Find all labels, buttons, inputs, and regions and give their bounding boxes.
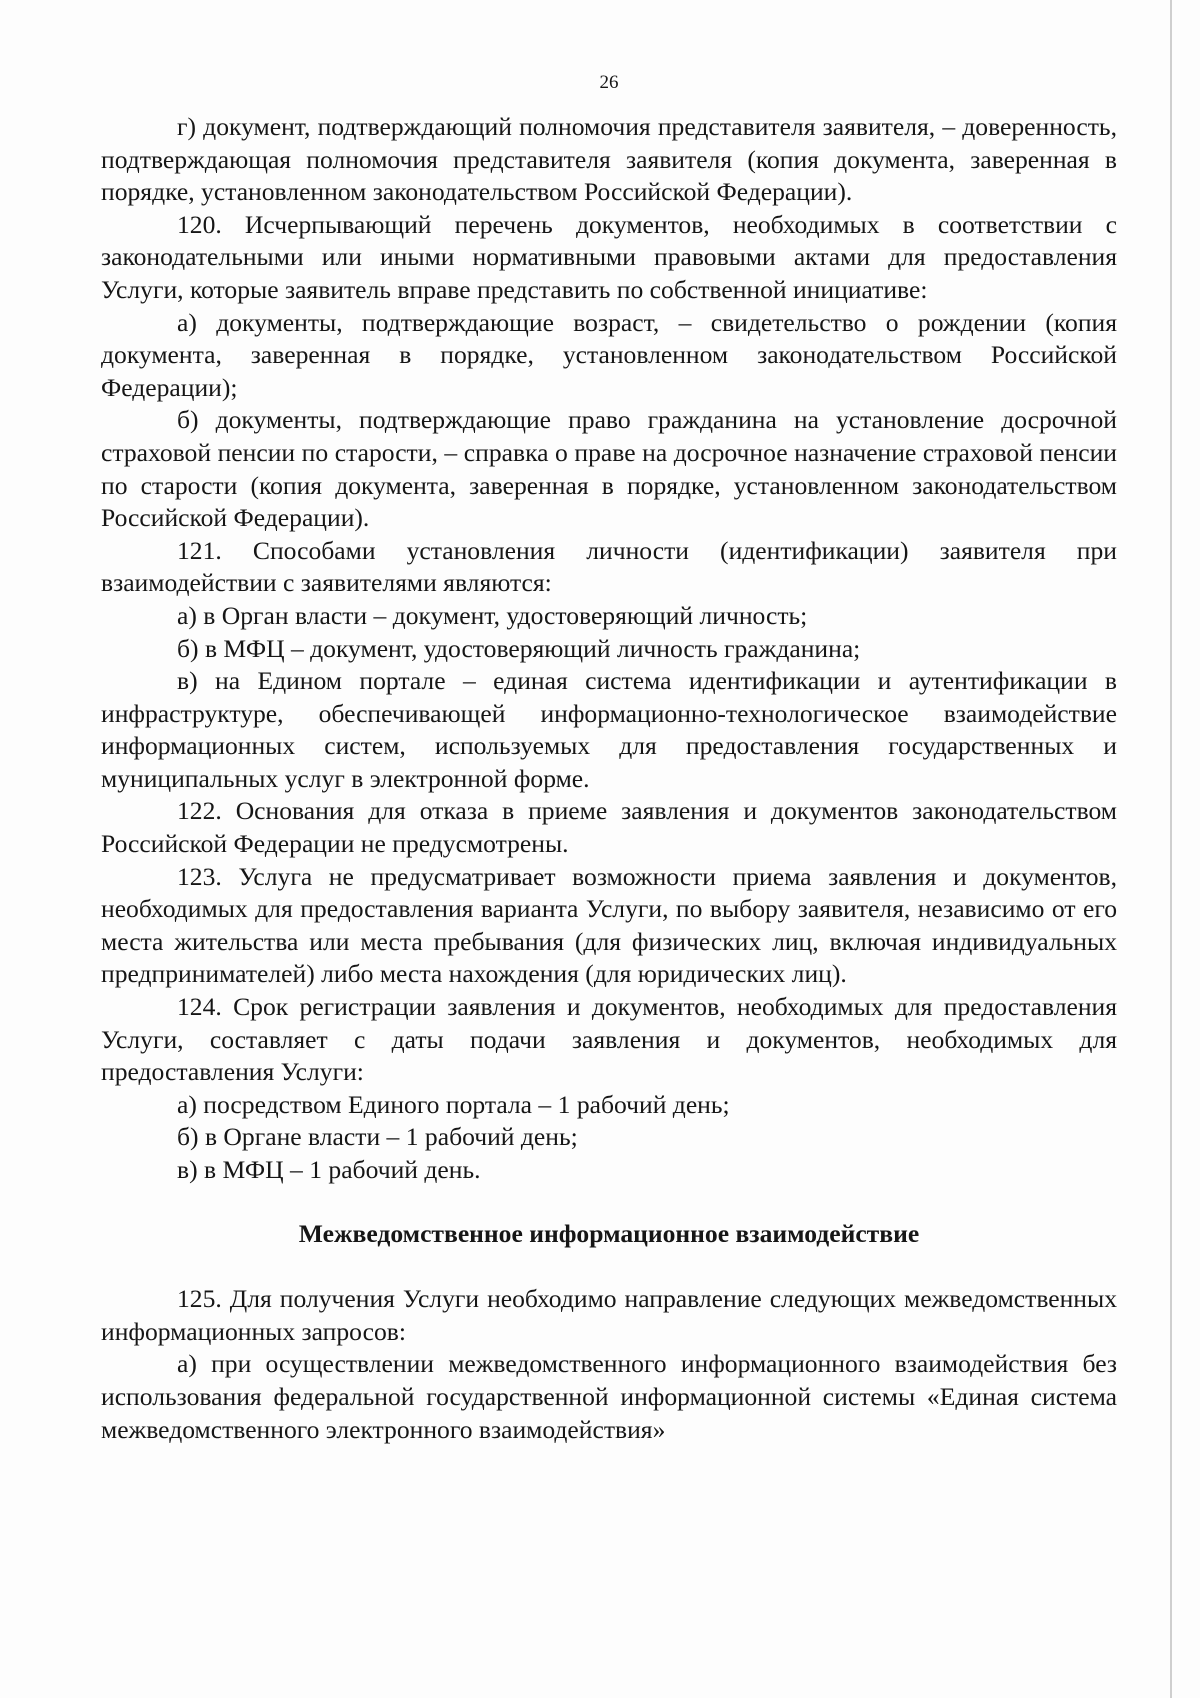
paragraph-121: 121. Способами установления личности (идентификации) заявителя при взаимодействии с заявителями являются: [101,535,1117,598]
paragraph-120: 120. Исчерпывающий перечень документов, необходимых в соответствии с законодательными или иными нормативными правовыми актами для предоставления Услуги, которые заявитель вправе представить по собственной инициативе: [101,209,1117,304]
page-number: 26 [599,72,619,93]
paragraph-121-a: а) в Орган власти – документ, удостоверяющий личность; [177,600,808,630]
paragraph-120-a: а) документы, подтверждающие возраст, – свидетельство о рождении (копия документа, заверенная в порядке, установленном законодательством Российской Федерации); [101,307,1117,402]
paragraph-123: 123. Услуга не предусматривает возможности приема заявления и документов, необходимых для предоставления варианта Услуги, по выбору заявителя, независимо от его места жительства или места пребывания (для физических лиц, включая индивидуальных предпринимателей) либо места нахождения (для юридических лиц). [101,861,1117,989]
paragraph-125: 125. Для получения Услуги необходимо направление следующих межведомственных информационных запросов: [101,1284,1117,1346]
paragraph-125-a: а) при осуществлении межведомственного информационного взаимодействия без использования федеральной государственной информационной системы «Единая система межведомственного электронного взаимодействия» [101,1349,1117,1444]
section-heading: Межведомственное информационное взаимодействие [298,1218,920,1248]
paragraph-121-c: в) на Едином портале – единая система идентификации и аутентификации в инфраструктуре, обеспечивающей информационно-технологическое взаимодействие информационных систем, используемых для предоставления государственных и муниципальных услуг в электронной форме. [101,666,1117,793]
paragraph-124-b: б) в Органе власти – 1 рабочий день; [177,1122,578,1152]
scan-edge-line [1170,0,1172,1698]
document-body [101,111,1117,1446]
paragraph-121-b: б) в МФЦ – документ, удостоверяющий личность гражданина; [177,633,861,663]
paragraph-120-b: б) документы, подтверждающие право гражданина на установление досрочной страховой пенсии по старости, – справка о праве на досрочное назначение страховой пенсии по старости (копия документа, заверенная в порядке, установленном законодательством Российской Федерации). [101,405,1117,533]
paragraph-124: 124. Срок регистрации заявления и документов, необходимых для предоставления Услуги, составляет с даты подачи заявления и документов, необходимых для предоставления Услуги: [101,992,1117,1087]
paragraph-124-a: а) посредством Единого портала – 1 рабочий день; [177,1089,730,1119]
paragraph-124-c: в) в МФЦ – 1 рабочий день. [177,1155,481,1184]
paragraph-representative-document: г) документ, подтверждающий полномочия представителя заявителя, – доверенность, подтверждающая полномочия представителя заявителя (копия документа, заверенная в порядке, установленном законодательством Российской Федерации). [101,112,1117,207]
paragraph-122: 122. Основания для отказа в приеме заявления и документов законодательством Российской Федерации не предусмотрены. [101,796,1117,859]
